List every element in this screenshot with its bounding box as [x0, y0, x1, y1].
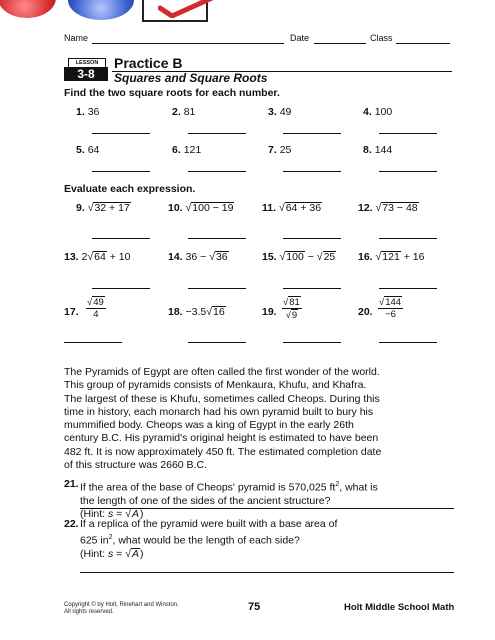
- answer-line-9[interactable]: [92, 238, 150, 239]
- problem-19-fraction: $\frac{√81}{√9}$: [283, 297, 300, 321]
- problem-1: 1. 36: [76, 106, 100, 118]
- problem-12: 12. √73 − 48: [358, 202, 418, 214]
- problem-6: 6. 121: [172, 144, 202, 156]
- problem-7: 7. 25: [268, 144, 292, 156]
- copyright: Copyright © by Holt, Rinehart and Winston. All rights reserved.: [64, 602, 179, 615]
- name-field[interactable]: [92, 43, 284, 44]
- lesson-tag: LESSON: [68, 58, 106, 68]
- passage-line: mummified body. Cheops was a king of Egypt in the early 26th: [64, 419, 354, 432]
- answer-line-22[interactable]: [80, 572, 454, 573]
- problem-20-number: 20.: [358, 306, 373, 318]
- header-graphics: [0, 0, 240, 22]
- passage-line: of this structure was 2660 B.C.: [64, 459, 207, 472]
- page-subtitle: Squares and Square Roots: [114, 71, 268, 85]
- page-title: Practice B: [114, 55, 183, 71]
- passage-line: century B.C. His pyramid's original height is estimated to have been: [64, 432, 379, 445]
- answer-line-2[interactable]: [188, 133, 246, 134]
- answer-line-7[interactable]: [283, 171, 341, 172]
- answer-line-6[interactable]: [188, 171, 246, 172]
- passage-line: 482 ft. It is now approximately 450 ft. The estimated completion date: [64, 445, 382, 458]
- answer-line-21[interactable]: [80, 508, 454, 509]
- passage-line: The largest of these is Khufu, sometimes called Cheops. During this: [64, 392, 380, 405]
- page-number: 75: [248, 601, 261, 613]
- class-label: Class: [370, 33, 393, 43]
- problem-14: 14. 36 − √36: [168, 251, 228, 263]
- answer-line-15[interactable]: [283, 288, 341, 289]
- problem-20-fraction: $\frac{√144}{-6}$: [379, 297, 402, 320]
- question-21-text: If the area of the base of Cheops' pyramid is 570,025 $ft^2$, what is the length of one of the sides of the ancient structure? (Hint: s = √A): [80, 481, 378, 521]
- passage-line: time in history, each monarch had his own pyramid built to bury his: [64, 405, 374, 418]
- problem-19-number: 19.: [262, 306, 277, 318]
- answer-line-20[interactable]: [379, 342, 437, 343]
- answer-line-8[interactable]: [379, 171, 437, 172]
- answer-line-19[interactable]: [283, 342, 341, 343]
- answer-line-16[interactable]: [379, 288, 437, 289]
- answer-line-4[interactable]: [379, 133, 437, 134]
- problem-5: 5. 64: [76, 144, 100, 156]
- problem-17-fraction: $\frac{√49}{4}$: [87, 297, 104, 320]
- problem-2: 2. 81: [172, 106, 196, 118]
- problem-16: 16. √121 + 16: [358, 251, 425, 263]
- answer-line-1[interactable]: [92, 133, 150, 134]
- blue-disc-graphic: [68, 0, 134, 20]
- problem-13: 13. 2√64 + 10: [64, 251, 131, 263]
- problem-17-number: 17.: [64, 306, 79, 318]
- pyramid-passage: [64, 366, 404, 472]
- answer-line-13[interactable]: [92, 288, 150, 289]
- passage-line: The Pyramids of Egypt are often called the first wonder of the world.: [64, 366, 380, 378]
- problem-9: 9. √32 + 17: [76, 202, 130, 214]
- problem-18: 18. −3.5√16: [168, 306, 225, 318]
- problem-4: 4. 100: [363, 106, 393, 118]
- date-field[interactable]: [314, 43, 366, 44]
- problem-3: 3. 49: [268, 106, 292, 118]
- date-label: Date: [290, 33, 310, 43]
- question-22-text: If a replica of the pyramid were built with a base area of 625 $in^2$, what would be the length of each side? (Hint: s = √A): [80, 518, 338, 561]
- answer-line-12[interactable]: [379, 238, 437, 239]
- problem-8: 8. 144: [363, 144, 393, 156]
- class-field[interactable]: [396, 43, 450, 44]
- section1-instruction: Find the two square roots for each number.: [64, 87, 280, 99]
- lesson-badge: [64, 58, 108, 80]
- problem-10: 10. √100 − 19: [168, 202, 234, 214]
- red-disc-graphic: [0, 0, 56, 18]
- answer-line-3[interactable]: [283, 133, 341, 134]
- question-22-number: 22.: [64, 518, 79, 530]
- answer-line-14[interactable]: [188, 288, 246, 289]
- answer-line-18[interactable]: [188, 342, 246, 343]
- answer-line-10[interactable]: [188, 238, 246, 239]
- question-21-number: 21.: [64, 478, 79, 490]
- problem-11: 11. √64 + 36: [262, 202, 322, 214]
- lesson-number: 3-8: [64, 67, 108, 81]
- name-label: Name: [64, 33, 89, 43]
- section2-instruction: Evaluate each expression.: [64, 183, 196, 195]
- passage-line: This group of pyramids consists of Menkaura, Khufu, and Khafra.: [64, 379, 367, 392]
- answer-line-17[interactable]: [64, 342, 122, 343]
- book-title: Holt Middle School Math: [344, 602, 455, 613]
- problem-15: 15. √100 − √25: [262, 251, 336, 263]
- answer-line-5[interactable]: [92, 171, 150, 172]
- answer-line-11[interactable]: [283, 238, 341, 239]
- checkmark-icon: [158, 0, 214, 18]
